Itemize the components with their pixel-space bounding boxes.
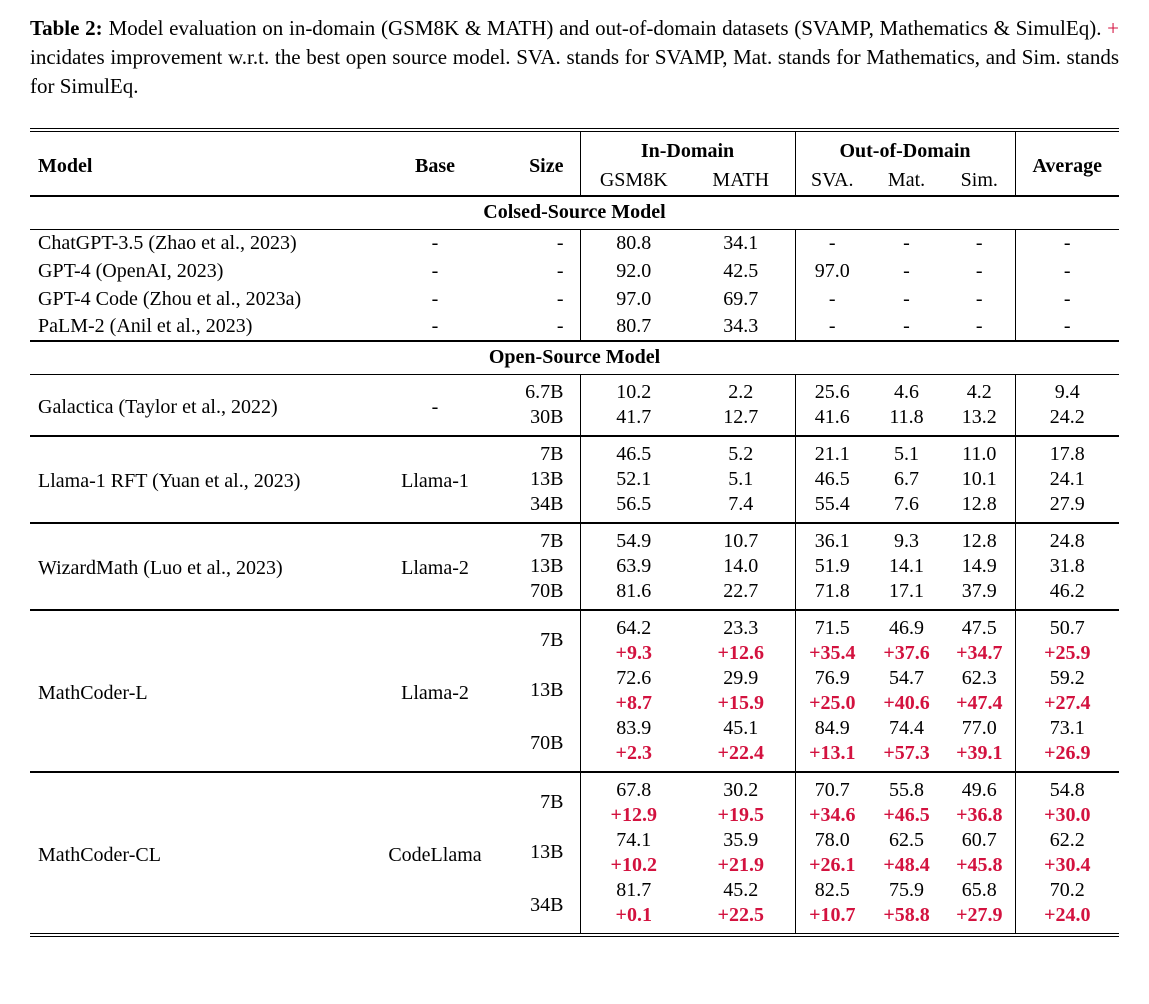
average-delta-cell: +30.4 <box>1015 853 1119 878</box>
simuleq-cell: 4.2 <box>966 380 992 403</box>
svamp-cell: 71.5 <box>795 610 869 641</box>
size-cell: - <box>556 231 564 254</box>
average-cell: - <box>1015 257 1119 285</box>
simuleq-cell: 37.9 <box>961 579 997 602</box>
math-cell: 12.7 <box>723 405 759 428</box>
simuleq-cell: 10.1 <box>961 467 997 490</box>
size-cell: 7B <box>500 523 580 554</box>
svamp-delta-cell: +26.1 <box>795 853 869 878</box>
gsm8k-cell: 74.1 <box>580 828 687 853</box>
math-delta-cell: +19.5 <box>717 803 764 826</box>
average-cell: 24.8 <box>1015 523 1119 554</box>
header-row-groups <box>30 130 1119 166</box>
svamp-cell: - <box>795 229 869 257</box>
table-row <box>30 285 1119 313</box>
mathematics-cell: - <box>903 231 910 254</box>
open-source-section <box>30 341 1119 374</box>
gsm8k-delta-cell: +8.7 <box>580 691 687 716</box>
column-group-in-domain: In-Domain <box>580 130 795 166</box>
column-header-svamp: SVA. <box>795 166 869 196</box>
gsm8k-cell: 46.5 <box>580 436 687 467</box>
simuleq-cell: 65.8 <box>961 878 997 901</box>
average-cell: - <box>1015 285 1119 313</box>
math-cell: 69.7 <box>723 287 759 310</box>
section-title-row <box>30 341 1119 374</box>
closed-source-rows <box>30 229 1119 341</box>
mathematics-cell: 54.7 <box>889 666 925 689</box>
svamp-cell: 71.8 <box>795 579 869 610</box>
svamp-cell: 51.9 <box>795 554 869 579</box>
gsm8k-delta-cell: +12.9 <box>580 803 687 828</box>
size-cell: 6.7B <box>525 380 564 403</box>
base-cell: CodeLlama <box>370 772 500 935</box>
column-header-model: Model <box>30 130 370 196</box>
simuleq-cell: 12.8 <box>961 492 997 515</box>
math-delta-cell: +21.9 <box>717 853 764 876</box>
column-group-out-of-domain: Out-of-Domain <box>795 130 1015 166</box>
simuleq-delta-cell: +36.8 <box>956 803 1003 826</box>
svamp-cell: 55.4 <box>795 492 869 523</box>
math-cell: 42.5 <box>723 259 759 282</box>
size-cell: - <box>556 287 564 310</box>
math-cell: 29.9 <box>723 666 759 689</box>
svamp-cell: 70.7 <box>795 772 869 803</box>
svamp-cell: 21.1 <box>795 436 869 467</box>
average-delta-cell: +26.9 <box>1015 741 1119 772</box>
svamp-delta-cell: +35.4 <box>795 641 869 666</box>
svamp-delta-cell: +13.1 <box>795 741 869 772</box>
caption-label: Table 2: <box>30 16 103 40</box>
gsm8k-cell: 10.2 <box>580 374 687 405</box>
base-cell: Llama-2 <box>370 610 500 772</box>
simuleq-cell: 13.2 <box>961 405 997 428</box>
simuleq-cell: 60.7 <box>961 828 997 851</box>
size-cell: 7B <box>500 772 580 828</box>
simuleq-cell: - <box>975 315 983 337</box>
gsm8k-cell: 64.2 <box>580 610 687 641</box>
base-cell: - <box>431 259 439 282</box>
mathematics-delta-cell: +40.6 <box>883 691 930 714</box>
model-cell: Galactica (Taylor et al., 2022) <box>38 395 278 418</box>
math-cell: 34.3 <box>723 315 759 337</box>
size-cell: 7B <box>500 610 580 666</box>
mathematics-delta-cell: +58.8 <box>883 903 930 926</box>
average-cell: 73.1 <box>1015 716 1119 741</box>
svamp-cell: 36.1 <box>795 523 869 554</box>
simuleq-delta-cell: +39.1 <box>956 741 1003 764</box>
column-header-mathematics: Mat. <box>869 166 944 196</box>
mathematics-delta-cell: +37.6 <box>883 641 930 664</box>
simuleq-delta-cell: +45.8 <box>956 853 1003 876</box>
svamp-cell: 25.6 <box>795 374 869 405</box>
svamp-cell: 84.9 <box>795 716 869 741</box>
table-caption <box>30 14 1119 101</box>
column-header-base: Base <box>370 130 500 196</box>
model-group-galactica <box>30 374 1119 436</box>
size-cell: - <box>556 259 564 282</box>
mathematics-cell: 17.1 <box>889 579 925 602</box>
plus-sign: + <box>1107 16 1119 40</box>
mathematics-cell: 55.8 <box>869 772 944 803</box>
math-cell: 34.1 <box>723 231 759 254</box>
mathematics-cell: 9.3 <box>869 523 944 554</box>
gsm8k-cell: 80.7 <box>580 313 687 341</box>
svamp-delta-cell: +34.6 <box>795 803 869 828</box>
average-delta-cell: +30.0 <box>1015 803 1119 828</box>
section-title-open-source: Open-Source Model <box>30 341 1119 374</box>
simuleq-cell: 62.3 <box>961 666 997 689</box>
model-group-mathcoder-l <box>30 610 1119 772</box>
closed-source-section <box>30 196 1119 229</box>
svamp-cell: 78.0 <box>795 828 869 853</box>
model-group-wizardmath <box>30 523 1119 610</box>
gsm8k-delta-cell: +0.1 <box>580 903 687 935</box>
gsm8k-delta-cell: +10.2 <box>580 853 687 878</box>
mathematics-cell: 4.6 <box>894 380 920 403</box>
gsm8k-cell: 67.8 <box>580 772 687 803</box>
math-cell: 45.2 <box>723 878 759 901</box>
base-cell: - <box>431 231 439 254</box>
math-cell: 7.4 <box>728 492 754 515</box>
size-cell: 70B <box>530 579 564 602</box>
svamp-cell: 82.5 <box>795 878 869 903</box>
section-title-row <box>30 196 1119 229</box>
base-cell: Llama-1 <box>370 436 500 523</box>
size-cell: 30B <box>530 405 564 428</box>
average-cell: - <box>1015 313 1119 341</box>
svamp-cell: 97.0 <box>795 257 869 285</box>
math-cell: 2.2 <box>728 380 754 403</box>
size-cell: 7B <box>500 436 580 467</box>
simuleq-delta-cell: +47.4 <box>956 691 1003 714</box>
math-cell: 35.9 <box>723 828 759 851</box>
gsm8k-cell: 56.5 <box>580 492 687 523</box>
average-cell: 9.4 <box>1015 374 1119 405</box>
mathematics-cell: 6.7 <box>894 467 920 490</box>
math-delta-cell: +22.4 <box>717 741 764 764</box>
table-header <box>30 130 1119 196</box>
simuleq-cell: 77.0 <box>961 716 997 739</box>
mathematics-cell: - <box>903 287 910 310</box>
column-header-average: Average <box>1015 130 1119 196</box>
gsm8k-cell: 80.8 <box>580 229 687 257</box>
svamp-delta-cell: +10.7 <box>795 903 869 935</box>
average-cell: 54.8 <box>1015 772 1119 803</box>
simuleq-cell: 12.8 <box>944 523 1015 554</box>
mathematics-cell: 62.5 <box>889 828 925 851</box>
svamp-cell: 41.6 <box>795 405 869 436</box>
mathematics-delta-cell: +46.5 <box>883 803 930 826</box>
size-cell: 70B <box>530 731 564 754</box>
size-cell: 13B <box>530 841 564 863</box>
size-cell: 13B <box>530 679 564 701</box>
model-cell: ChatGPT-3.5 (Zhao et al., 2023) <box>38 231 297 254</box>
model-cell: WizardMath (Luo et al., 2023) <box>30 523 370 610</box>
svamp-cell: - <box>795 313 869 341</box>
gsm8k-cell: 41.7 <box>580 405 687 436</box>
gsm8k-cell: 83.9 <box>580 716 687 741</box>
mathematics-cell: 7.6 <box>894 492 920 515</box>
table-row <box>30 313 1119 341</box>
average-delta-cell: +27.4 <box>1015 691 1119 716</box>
gsm8k-cell: 63.9 <box>580 554 687 579</box>
math-cell: 5.1 <box>728 467 754 490</box>
size-cell: 13B <box>530 467 564 490</box>
simuleq-cell: - <box>975 259 983 282</box>
gsm8k-cell: 92.0 <box>580 257 687 285</box>
simuleq-cell: 11.0 <box>944 436 1015 467</box>
math-delta-cell: +22.5 <box>717 903 764 926</box>
size-cell: 13B <box>530 554 564 577</box>
simuleq-cell: - <box>975 287 983 310</box>
base-cell: Llama-2 <box>370 523 500 610</box>
average-cell: 24.1 <box>1015 467 1119 492</box>
model-cell: GPT-4 Code (Zhou et al., 2023a) <box>38 287 302 310</box>
mathematics-delta-cell: +57.3 <box>883 741 930 764</box>
simuleq-cell: 49.6 <box>944 772 1015 803</box>
gsm8k-cell: 52.1 <box>580 467 687 492</box>
average-delta-cell: +25.9 <box>1015 641 1119 666</box>
base-cell: - <box>431 395 439 418</box>
table-row <box>30 610 1119 641</box>
math-cell: 10.7 <box>687 523 795 554</box>
mathematics-cell: 74.4 <box>889 716 925 739</box>
average-cell: 17.8 <box>1015 436 1119 467</box>
average-cell: 70.2 <box>1015 878 1119 903</box>
average-delta-cell: +24.0 <box>1015 903 1119 935</box>
math-cell: 45.1 <box>723 716 759 739</box>
column-header-size: Size <box>500 130 580 196</box>
average-cell: 62.2 <box>1015 828 1119 853</box>
table-row <box>30 257 1119 285</box>
mathematics-cell: 5.1 <box>869 436 944 467</box>
average-cell: 24.2 <box>1015 405 1119 436</box>
mathematics-cell: 11.8 <box>889 405 924 428</box>
svamp-cell: 46.5 <box>795 467 869 492</box>
svamp-cell: 76.9 <box>795 666 869 691</box>
model-cell: MathCoder-L <box>30 610 370 772</box>
table-row <box>30 772 1119 803</box>
math-cell: 14.0 <box>723 554 759 577</box>
gsm8k-delta-cell: +9.3 <box>580 641 687 666</box>
svamp-cell: - <box>795 285 869 313</box>
mathematics-cell: 46.9 <box>869 610 944 641</box>
average-cell: 27.9 <box>1015 492 1119 523</box>
mathematics-cell: - <box>903 259 910 282</box>
mathematics-cell: 75.9 <box>889 878 925 901</box>
simuleq-delta-cell: +27.9 <box>956 903 1003 926</box>
table-row <box>30 229 1119 257</box>
gsm8k-cell: 81.6 <box>580 579 687 610</box>
average-cell: 50.7 <box>1015 610 1119 641</box>
size-cell: 34B <box>530 492 564 515</box>
average-cell: 46.2 <box>1015 579 1119 610</box>
simuleq-delta-cell: +34.7 <box>956 641 1003 664</box>
column-header-gsm8k: GSM8K <box>580 166 687 196</box>
math-cell: 5.2 <box>687 436 795 467</box>
simuleq-cell: 47.5 <box>944 610 1015 641</box>
table-row <box>30 523 1119 554</box>
average-cell: - <box>1015 229 1119 257</box>
average-cell: 59.2 <box>1015 666 1119 691</box>
model-cell: PaLM-2 (Anil et al., 2023) <box>38 315 253 337</box>
mathematics-cell: - <box>903 315 910 337</box>
simuleq-cell: - <box>975 231 983 254</box>
section-title-closed-source: Colsed-Source Model <box>30 196 1119 229</box>
caption-text-after-plus: incidates improvement w.r.t. the best open source model. SVA. stands for SVAMP, Mat. stands for Mathematics, and Sim. stands for SimulEq. <box>30 45 1119 98</box>
caption-text-before-plus: Model evaluation on in-domain (GSM8K & MATH) and out-of-domain datasets (SVAMP, Mathematics & SimulEq). <box>108 16 1108 40</box>
table-row <box>30 436 1119 467</box>
svamp-delta-cell: +25.0 <box>795 691 869 716</box>
math-cell: 30.2 <box>687 772 795 803</box>
size-cell: - <box>556 315 564 337</box>
mathematics-delta-cell: +48.4 <box>883 853 930 876</box>
gsm8k-cell: 81.7 <box>580 878 687 903</box>
gsm8k-cell: 72.6 <box>580 666 687 691</box>
average-cell: 31.8 <box>1015 554 1119 579</box>
results-table <box>30 128 1119 937</box>
table-row <box>30 374 1119 405</box>
gsm8k-cell: 97.0 <box>580 285 687 313</box>
model-cell: Llama-1 RFT (Yuan et al., 2023) <box>30 436 370 523</box>
size-cell: 34B <box>530 893 564 916</box>
simuleq-cell: 14.9 <box>961 554 997 577</box>
gsm8k-delta-cell: +2.3 <box>580 741 687 772</box>
model-cell: GPT-4 (OpenAI, 2023) <box>38 259 224 282</box>
base-cell: - <box>431 315 439 337</box>
gsm8k-cell: 54.9 <box>580 523 687 554</box>
math-cell: 23.3 <box>687 610 795 641</box>
column-header-math: MATH <box>687 166 795 196</box>
math-delta-cell: +15.9 <box>717 691 764 714</box>
math-cell: 22.7 <box>723 579 759 602</box>
model-cell: MathCoder-CL <box>30 772 370 935</box>
model-group-mathcoder-cl <box>30 772 1119 935</box>
model-group-llama1-rft <box>30 436 1119 523</box>
base-cell: - <box>431 287 439 310</box>
column-header-simuleq: Sim. <box>944 166 1015 196</box>
math-delta-cell: +12.6 <box>717 641 764 664</box>
mathematics-cell: 14.1 <box>889 554 925 577</box>
